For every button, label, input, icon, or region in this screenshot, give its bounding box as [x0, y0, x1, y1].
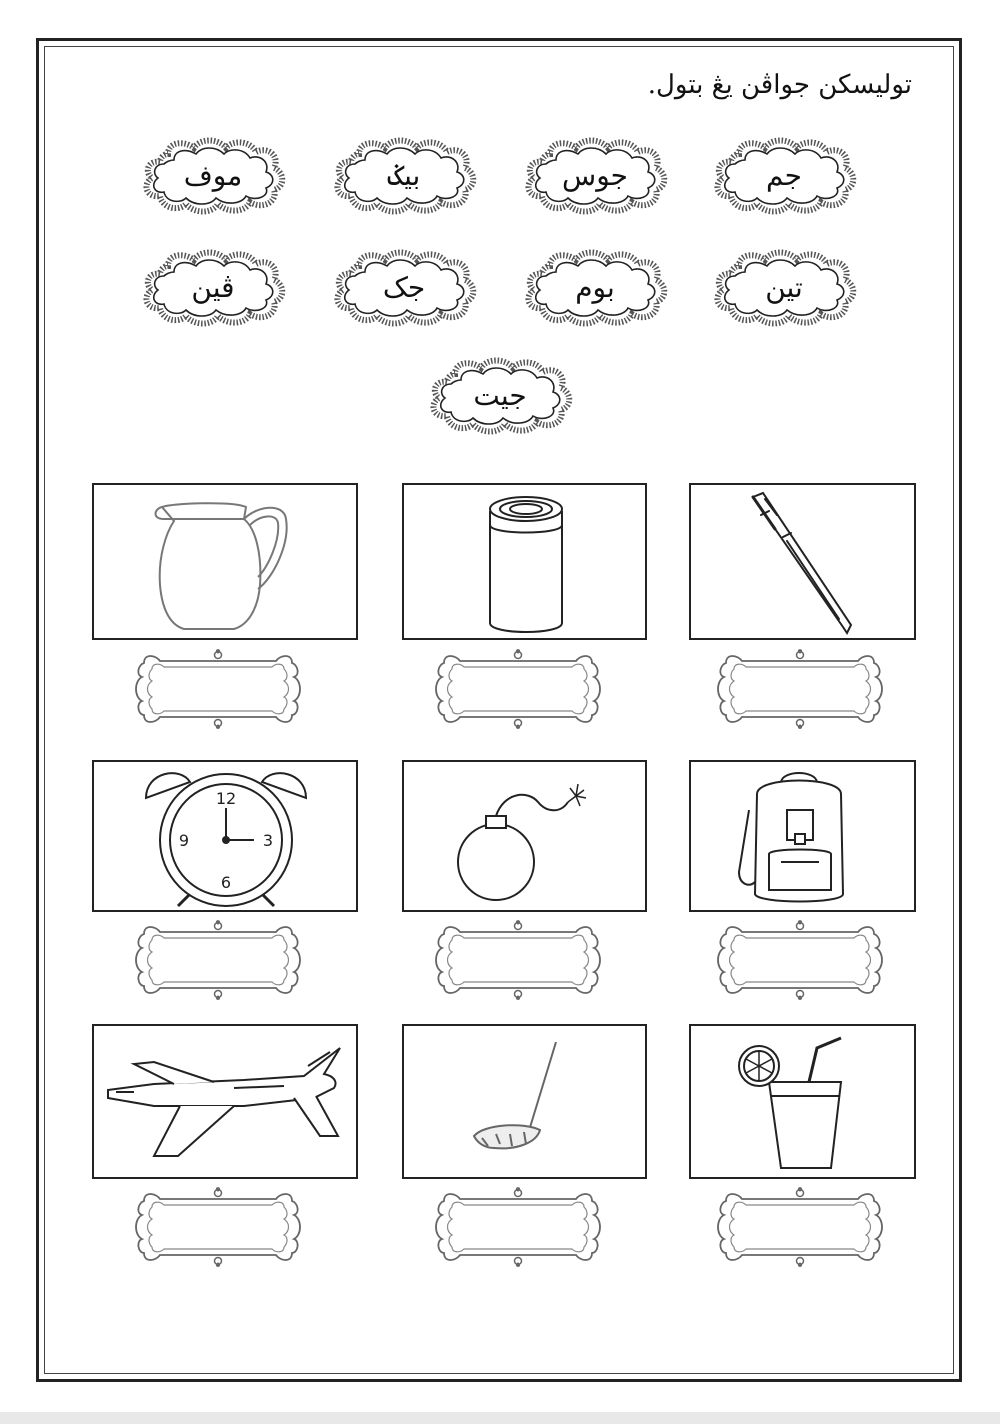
word-cloud [329, 244, 479, 330]
bomb-icon [404, 762, 649, 914]
clock-number: 3 [262, 831, 274, 850]
word-cloud [709, 244, 859, 330]
jug-icon [94, 485, 360, 642]
page-bottom-strip [0, 1412, 1000, 1424]
word-cloud-text: تين [765, 270, 803, 304]
answer-label-frame[interactable] [130, 1185, 306, 1269]
answer-label-frame[interactable] [712, 918, 888, 1002]
word-cloud [709, 132, 859, 218]
pen-icon [691, 485, 918, 642]
word-cloud-text: موف [183, 158, 243, 192]
word-cloud-text: جوس [562, 158, 628, 192]
word-cloud [520, 132, 670, 218]
word-cloud [520, 244, 670, 330]
tin-can-icon [404, 485, 649, 642]
picture-box-jug [92, 483, 358, 640]
jet-plane-icon [94, 1026, 360, 1181]
instruction-text: توليسكن جواڤن يڠ بتول. [647, 70, 912, 100]
answer-label-frame[interactable] [712, 647, 888, 731]
answer-label-frame[interactable] [430, 918, 606, 1002]
word-cloud [425, 352, 575, 438]
picture-box-mop [402, 1024, 647, 1179]
word-cloud-text: ڤين [191, 270, 235, 304]
answer-label-frame[interactable] [130, 918, 306, 1002]
picture-box-bag [689, 760, 916, 912]
picture-box-pen [689, 483, 916, 640]
picture-box-juice [689, 1024, 916, 1179]
mop-icon [404, 1026, 649, 1181]
word-cloud-text: جيت [473, 378, 527, 412]
answer-label-frame[interactable] [130, 647, 306, 731]
alarm-clock-icon [94, 762, 360, 914]
picture-box-clock [92, 760, 358, 912]
word-cloud-text: جم [766, 158, 802, 192]
answer-label-frame[interactable] [712, 1185, 888, 1269]
clock-number: 6 [220, 873, 232, 892]
backpack-icon [691, 762, 918, 914]
word-cloud [329, 132, 479, 218]
answer-label-frame[interactable] [430, 647, 606, 731]
picture-box-tin [402, 483, 647, 640]
word-cloud-text: جک [382, 270, 426, 304]
picture-box-jet [92, 1024, 358, 1179]
word-cloud-text: بوم [575, 270, 615, 304]
clock-number: 12 [215, 789, 237, 808]
clock-number: 9 [178, 831, 190, 850]
answer-label-frame[interactable] [430, 1185, 606, 1269]
juice-glass-icon [691, 1026, 918, 1181]
word-cloud-text: بيݢ [387, 158, 421, 192]
word-cloud [138, 244, 288, 330]
word-cloud [138, 132, 288, 218]
picture-box-bomb [402, 760, 647, 912]
